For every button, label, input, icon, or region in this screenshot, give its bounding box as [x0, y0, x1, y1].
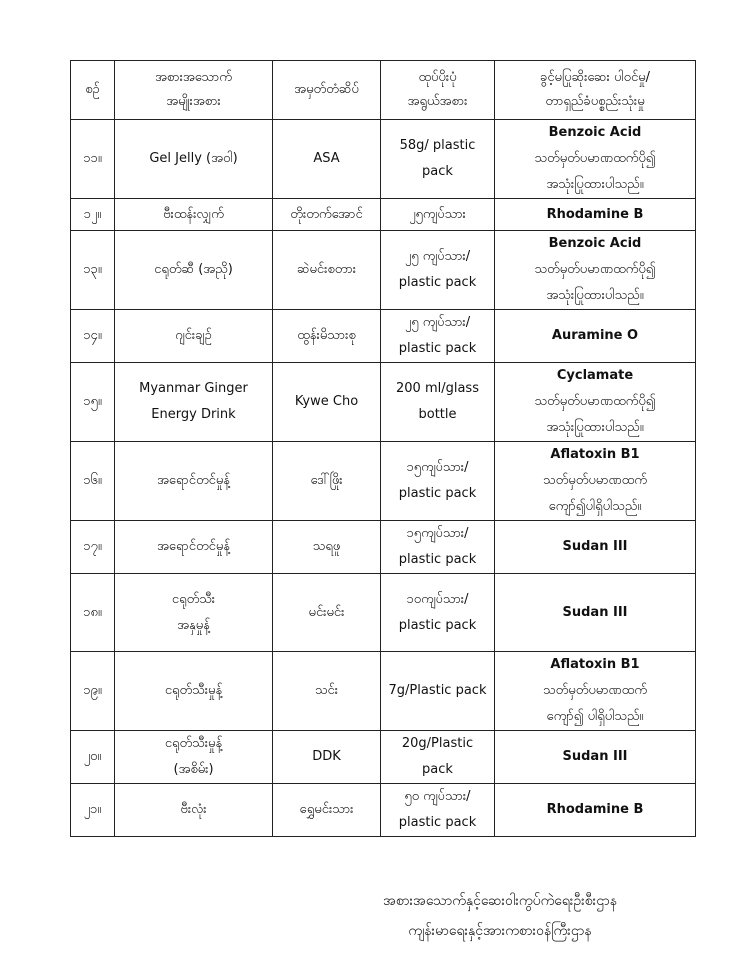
row-number-cell: ၁၂။: [71, 199, 115, 231]
packaging-cell: 200 ml/glass bottle: [381, 363, 495, 442]
packaging-cell: ၂၅ ကျပ်သား/ plastic pack: [381, 231, 495, 310]
finding-cell: [495, 199, 696, 231]
finding-substance: Sudan III: [562, 539, 628, 554]
finding-substance: Benzoic Acid: [548, 236, 642, 251]
packaging-cell: 20g/Plastic pack: [381, 731, 495, 784]
finding-substance: Sudan III: [562, 604, 628, 620]
packaging-cell: ၁၀ကျပ်သား/ plastic pack: [381, 574, 495, 652]
table-row: [71, 574, 696, 652]
row-number-cell: ၂၀။: [71, 731, 115, 784]
finding-cell: [495, 442, 696, 521]
finding-substance: Rhodamine B: [546, 206, 644, 222]
row-number-cell: ၁၇။: [71, 521, 115, 574]
brand-cell: မင်းမင်း: [273, 574, 381, 652]
food-type-cell: ဗီးထန်းလျှက်: [115, 199, 273, 231]
finding-cell: [495, 574, 696, 652]
finding-substance: Aflatoxin B1: [550, 447, 640, 462]
food-type-cell: Gel Jelly (အဝါ): [115, 120, 273, 199]
finding-cell: [495, 521, 696, 574]
brand-cell: သရဖူ: [273, 521, 381, 574]
brand-cell: သင်း: [273, 652, 381, 731]
header-packaging: ထုပ်ပိုးပုံ အရွယ်အစား: [381, 61, 495, 120]
finding-cell: [495, 731, 696, 784]
finding-cell: [495, 784, 696, 837]
finding-cell: [495, 310, 696, 363]
row-number-cell: ၁၆။: [71, 442, 115, 521]
finding-substance: Cyclamate: [556, 368, 634, 383]
row-number-cell: ၁၄။: [71, 310, 115, 363]
finding-substance: Rhodamine B: [546, 802, 644, 817]
finding-cell: [495, 120, 696, 199]
header-brand: အမှတ်တံဆိပ်: [273, 61, 381, 120]
table-row: [71, 784, 696, 837]
finding-substance: Sudan III: [562, 749, 628, 764]
brand-cell: DDK: [273, 731, 381, 784]
packaging-cell: ၁၅ကျပ်သား/ plastic pack: [381, 442, 495, 521]
food-type-cell: ငရုတ်ဆီ (အညို): [115, 231, 273, 310]
brand-cell: ထွန်းမိသားစု: [273, 310, 381, 363]
packaging-cell: ၂၅ ကျပ်သား/ plastic pack: [381, 310, 495, 363]
food-type-cell: ဂျင်းချဉ်: [115, 310, 273, 363]
footer-department: အစားအသောက်နှင့်ဆေးဝါးကွပ်ကဲရေးဦးစီးဌာန: [382, 893, 617, 909]
brand-cell: ရွှေမင်းသား: [273, 784, 381, 837]
finding-note: သတ်မှတ်ပမာဏထက်ပို၍ အသုံးပြုထားပါသည်။: [534, 262, 656, 303]
table-row: [71, 363, 696, 442]
finding-note: သတ်မှတ်ပမာဏထက် ကျော်၍ပါရှိပါသည်။: [543, 473, 647, 514]
table-row: [71, 521, 696, 574]
food-type-cell: အရောင်တင်မှုန့်: [115, 521, 273, 574]
finding-cell: [495, 363, 696, 442]
table-row: [71, 120, 696, 199]
food-type-cell: Myanmar Ginger Energy Drink: [115, 363, 273, 442]
food-type-cell: ငရုတ်သီး အနှမှုန့်: [115, 574, 273, 652]
table-body: [71, 120, 696, 837]
packaging-cell: ၂၅ကျပ်သား: [381, 199, 495, 231]
table-header-row: [71, 61, 696, 120]
brand-cell: တိုးတက်အောင်: [273, 199, 381, 231]
finding-cell: [495, 231, 696, 310]
finding-substance: Auramine O: [551, 328, 639, 343]
packaging-cell: ၁၅ကျပ်သား/ plastic pack: [381, 521, 495, 574]
brand-cell: ASA: [273, 120, 381, 199]
header-no: စဉ်: [71, 61, 115, 120]
finding-note: သတ်မှတ်ပမာဏထက်ပို၍ အသုံးပြုထားပါသည်။: [534, 151, 656, 192]
table-row: [71, 231, 696, 310]
finding-substance: Aflatoxin B1: [550, 657, 640, 672]
row-number-cell: ၁၉။: [71, 652, 115, 731]
footer-ministry: ကျန်းမာရေးနှင့်အားကစားဝန်ကြီးဌာန: [408, 923, 592, 939]
table-row: [71, 199, 696, 231]
table-row: [71, 652, 696, 731]
finding-note: သတ်မှတ်ပမာဏထက် ကျော်၍ ပါရှိပါသည်။: [543, 683, 647, 724]
row-number-cell: ၁၁။: [71, 120, 115, 199]
brand-cell: ဒေါ်ဖြိုး: [273, 442, 381, 521]
table-row: [71, 442, 696, 521]
row-number-cell: ၁၃။: [71, 231, 115, 310]
finding-substance: Benzoic Acid: [548, 125, 642, 140]
food-type-cell: ဗီးလုံး: [115, 784, 273, 837]
row-number-cell: ၂၁။: [71, 784, 115, 837]
table-row: [71, 310, 696, 363]
food-type-cell: အရောင်တင်မှုန့်: [115, 442, 273, 521]
packaging-cell: 7g/Plastic pack: [381, 652, 495, 731]
finding-cell: [495, 652, 696, 731]
row-number-cell: ၁၅။: [71, 363, 115, 442]
packaging-cell: 58g/ plastic pack: [381, 120, 495, 199]
header-finding: ခွင့်မပြုဆိုးဆေး ပါဝင်မှု/ တာရှည်ခံပစ္စည်းသုံးမှု: [495, 61, 696, 120]
header-food-type: အစားအသောက် အမျိုးအစား: [115, 61, 273, 120]
brand-cell: Kywe Cho: [273, 363, 381, 442]
food-type-cell: ငရုတ်သီးမှုန့် (အစိမ်း): [115, 731, 273, 784]
table-row: [71, 731, 696, 784]
row-number-cell: ၁၈။: [71, 574, 115, 652]
packaging-cell: ၅၀ ကျပ်သား/ plastic pack: [381, 784, 495, 837]
finding-note: သတ်မှတ်ပမာဏထက်ပို၍ အသုံးပြုထားပါသည်။: [534, 394, 656, 435]
food-type-cell: ငရုတ်သီးမှုန့်: [115, 652, 273, 731]
brand-cell: ဆဲမင်းစတား: [273, 231, 381, 310]
results-table: [70, 60, 696, 837]
